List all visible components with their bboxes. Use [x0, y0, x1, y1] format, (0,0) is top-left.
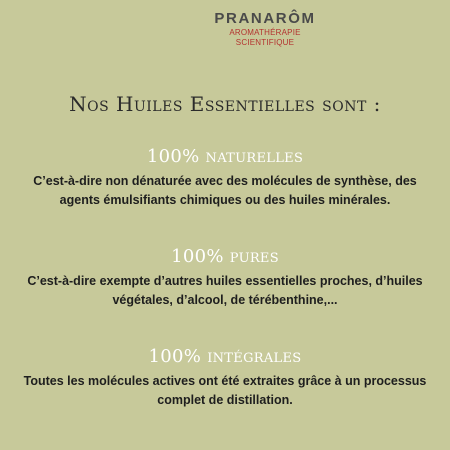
- section-pures: [0, 246, 450, 310]
- brand-tagline-line2: SCIENTIFIQUE: [235, 38, 295, 47]
- brand-logo: [0, 10, 450, 48]
- section-title: 100% naturelles: [146, 146, 304, 167]
- section-body: C’est-à-dire exempte d’autres huiles essentielles proches, d’huiles végétales, d’alcool, de térébenthine,...: [27, 274, 423, 307]
- brand-name: PRANARÔM: [214, 10, 316, 27]
- section-title: 100% pures: [171, 246, 279, 267]
- section-title: 100% intégrales: [148, 346, 302, 367]
- brand-tagline-line1: AROMATHÉRAPIE: [229, 28, 301, 37]
- page-heading: Nos Huiles Essentielles sont :: [69, 92, 381, 116]
- section-integrales: [0, 346, 450, 410]
- section-naturelles: [0, 146, 450, 210]
- section-body: Toutes les molécules actives ont été extraites grâce à un processus complet de distillation.: [23, 374, 427, 407]
- section-body: C’est-à-dire non dénaturée avec des molécules de synthèse, des agents émulsifiants chimiques ou des huiles minérales.: [33, 174, 417, 207]
